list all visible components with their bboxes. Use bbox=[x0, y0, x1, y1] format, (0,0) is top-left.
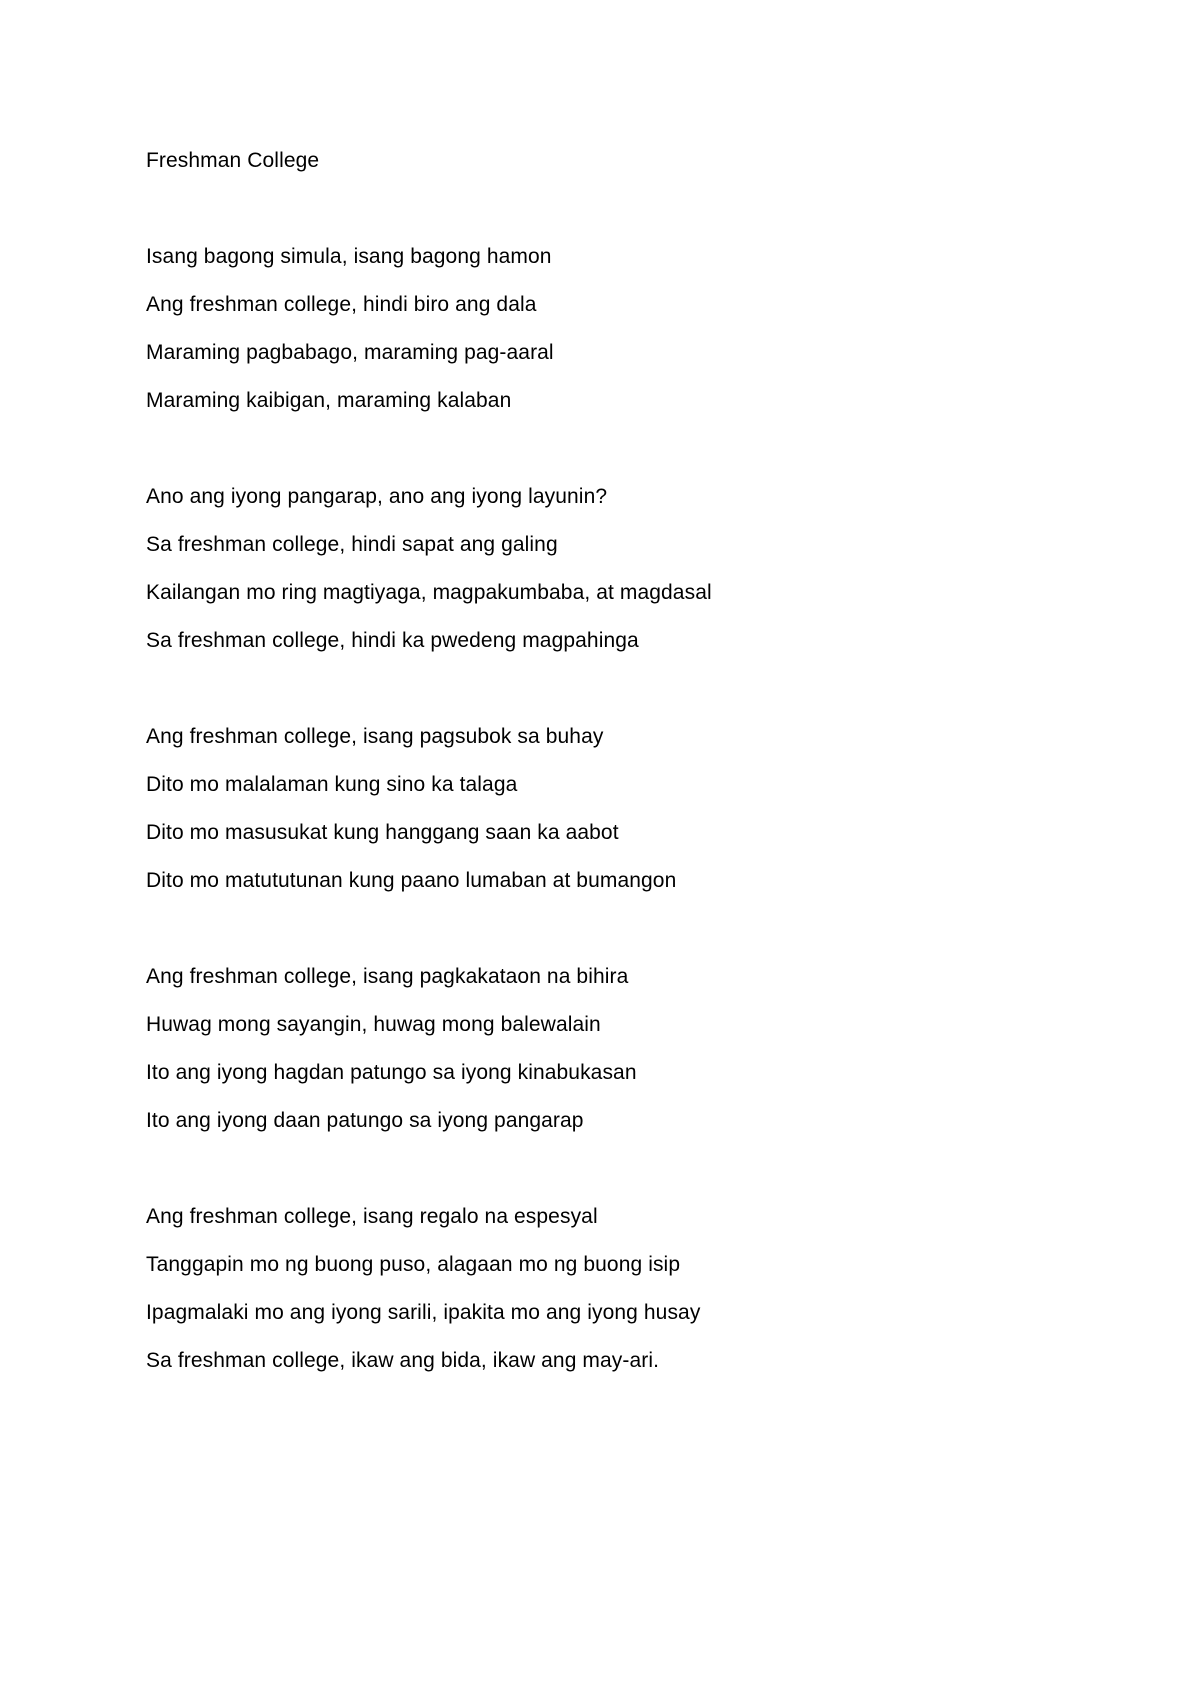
stanza-line: Dito mo masusukat kung hanggang saan ka aabot bbox=[146, 821, 619, 844]
poem-title: Freshman College bbox=[146, 149, 320, 172]
stanza-line: Sa freshman college, hindi sapat ang galing bbox=[146, 533, 558, 556]
stanza-line: Ito ang iyong hagdan patungo sa iyong kinabukasan bbox=[146, 1061, 637, 1084]
stanza-line: Kailangan mo ring magtiyaga, magpakumbaba, at magdasal bbox=[146, 581, 712, 604]
stanza-line: Dito mo malalaman kung sino ka talaga bbox=[146, 773, 518, 796]
document-body bbox=[146, 146, 1106, 1376]
stanza-line: Isang bagong simula, isang bagong hamon bbox=[146, 245, 552, 268]
stanza-3 bbox=[146, 722, 1106, 896]
stanza-line: Maraming pagbabago, maraming pag-aaral bbox=[146, 341, 554, 364]
stanza-line: Maraming kaibigan, maraming kalaban bbox=[146, 389, 512, 412]
stanza-line: Ano ang iyong pangarap, ano ang iyong layunin? bbox=[146, 485, 608, 508]
stanza-line: Huwag mong sayangin, huwag mong balewalain bbox=[146, 1013, 601, 1036]
stanza-5 bbox=[146, 1202, 1106, 1376]
stanza-line: Ipagmalaki mo ang iyong sarili, ipakita mo ang iyong husay bbox=[146, 1301, 701, 1324]
stanza-line: Tanggapin mo ng buong puso, alagaan mo ng buong isip bbox=[146, 1253, 681, 1276]
stanza-line: Ito ang iyong daan patungo sa iyong pangarap bbox=[146, 1109, 584, 1132]
stanza-line: Ang freshman college, hindi biro ang dala bbox=[146, 293, 537, 316]
stanza-line: Ang freshman college, isang pagkakataon na bihira bbox=[146, 965, 629, 988]
stanza-4 bbox=[146, 962, 1106, 1136]
stanza-line: Ang freshman college, isang regalo na espesyal bbox=[146, 1205, 598, 1228]
stanza-line: Sa freshman college, hindi ka pwedeng magpahinga bbox=[146, 629, 639, 652]
stanza-line: Ang freshman college, isang pagsubok sa buhay bbox=[146, 725, 604, 748]
stanza-1 bbox=[146, 242, 1106, 416]
stanza-line: Sa freshman college, ikaw ang bida, ikaw ang may-ari. bbox=[146, 1349, 660, 1372]
stanza-line: Dito mo matututunan kung paano lumaban at bumangon bbox=[146, 869, 677, 892]
stanza-2 bbox=[146, 482, 1106, 656]
